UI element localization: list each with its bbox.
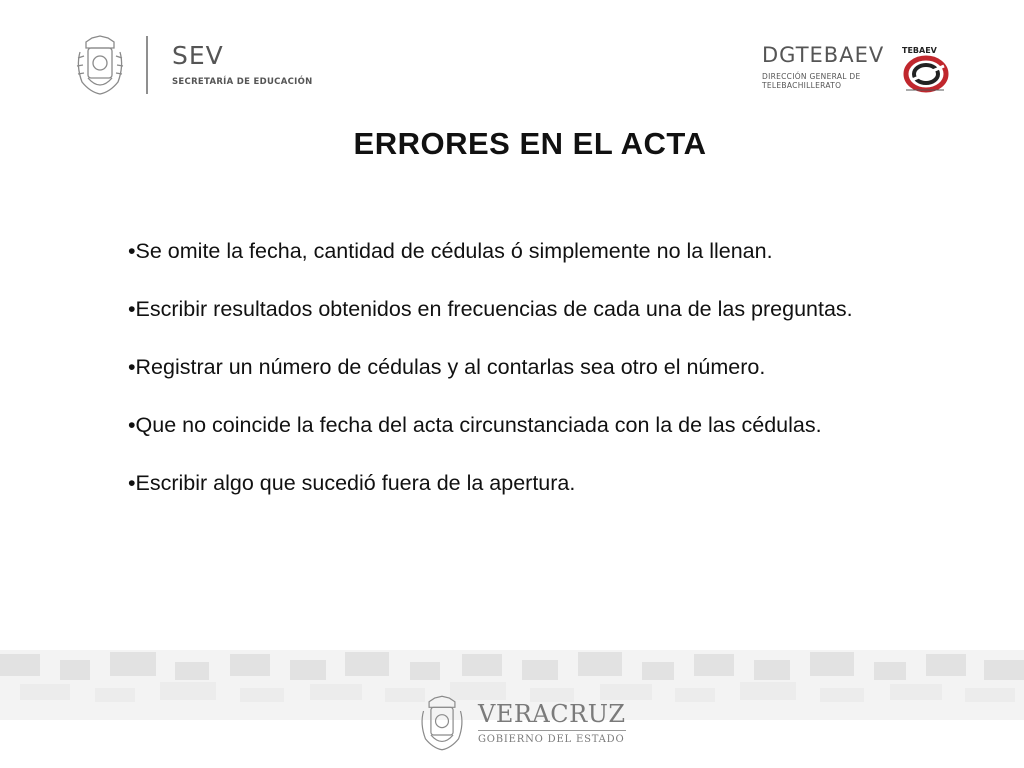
footer-divider: [478, 730, 626, 731]
footer-subtitle: GOBIERNO DEL ESTADO: [478, 734, 625, 745]
header-divider: [146, 36, 148, 94]
veracruz-logo: [418, 694, 626, 752]
footer-title: VERACRUZ: [478, 700, 626, 728]
bullet-item: •Escribir algo que sucedió fuera de la apertura.: [128, 471, 576, 495]
bullet-item: •Escribir resultados obtenidos en frecuencias de cada una de las preguntas.: [128, 297, 853, 321]
sev-title: SEV: [172, 41, 224, 70]
dgtebaev-logo: [762, 44, 884, 90]
veracruz-coat-of-arms-icon: [418, 694, 466, 752]
dgtebaev-subtitle: [762, 72, 884, 90]
tebaev-label: TEBAEV: [902, 46, 937, 55]
bullet-item: •Registrar un número de cédulas y al contarlas sea otro el número.: [128, 355, 766, 379]
bullet-list: [128, 236, 912, 526]
bullet-item: •Que no coincide la fecha del acta circunstanciada con la de las cédulas.: [128, 413, 822, 437]
sev-subtitle: SECRETARÍA DE EDUCACIÓN: [172, 77, 313, 87]
state-seal-icon: [74, 34, 126, 96]
tebaev-logo-icon: [898, 44, 954, 94]
dgtebaev-title: DGTEBAEV: [762, 43, 885, 67]
dgtebaev-subtitle-line2: TELEBACHILLERATO: [762, 81, 842, 90]
dgtebaev-subtitle-line1: DIRECCIÓN GENERAL DE: [762, 72, 861, 81]
slide-title: ERRORES EN EL ACTA: [353, 126, 707, 161]
sev-logo: [74, 34, 313, 96]
bullet-item: •Se omite la fecha, cantidad de cédulas ó simplemente no la llenan.: [128, 239, 773, 263]
